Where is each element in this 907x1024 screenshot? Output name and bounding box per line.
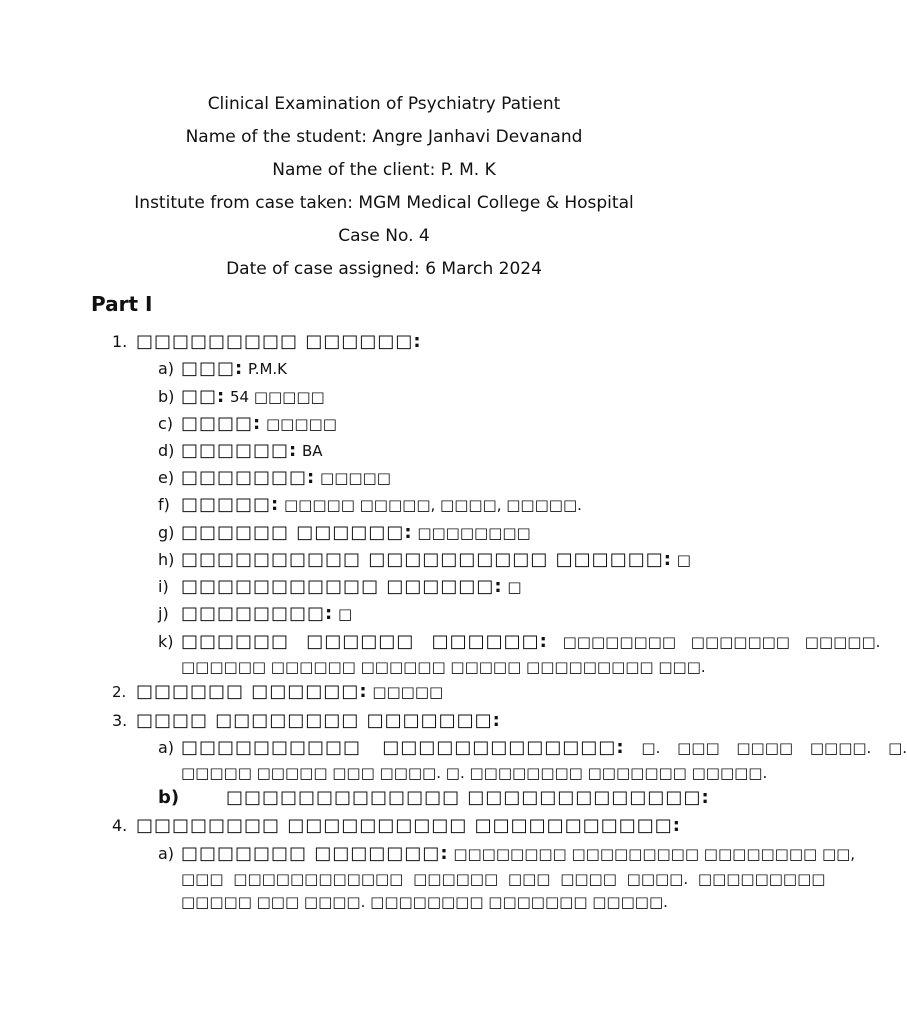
section-2-heading xyxy=(112,681,443,703)
section-4a-continuation-1: □□□ □□□□□□□□□□□□ □□□□□□ □□□ □□□□ □□□□. □□□□□□□□□ xyxy=(181,870,826,888)
item-value: □□□□□□□□ xyxy=(412,524,531,542)
case-number: Case No. 4 xyxy=(338,226,430,246)
section-1-item xyxy=(158,603,352,625)
item-marker: b) xyxy=(158,387,175,406)
item-marker: j) xyxy=(158,604,169,623)
item-value: BA xyxy=(297,442,323,460)
section-1-heading xyxy=(112,331,422,353)
section-number: 3. xyxy=(112,711,128,730)
item-value: 54 □□□□□ xyxy=(225,388,325,406)
item-label: □□: xyxy=(181,386,226,407)
section-1-item xyxy=(158,576,522,598)
section-1-item xyxy=(158,440,323,462)
item-value: □□□□□ xyxy=(315,469,391,487)
item-marker: g) xyxy=(158,523,175,542)
section-title: □□□□□□□□ □□□□□□□□□□ □□□□□□□□□□□: xyxy=(136,815,681,836)
section-3b-item xyxy=(158,787,710,809)
section-title: □□□□ □□□□□□□□ □□□□□□□: xyxy=(136,710,501,731)
item-marker: b) xyxy=(158,787,180,808)
item-label: □□□□□□□: xyxy=(181,467,316,488)
item-label: □□□□□□□□□□ □□□□□□□□□□□□□: xyxy=(181,737,625,758)
item-continuation: □□□□□□ □□□□□□ □□□□□□ □□□□□ □□□□□□□□□ □□□. xyxy=(181,658,706,676)
item-marker: c) xyxy=(158,414,174,433)
section-4a-item xyxy=(158,843,855,865)
item-label: □□□□□□ □□□□□□ □□□□□□: xyxy=(181,631,548,652)
part-heading: Part I xyxy=(91,292,153,316)
item-value: □. □□□ □□□□ □□□□. □. xyxy=(624,739,907,757)
section-3-heading xyxy=(112,710,501,732)
institute: Institute from case taken: MGM Medical College & Hospital xyxy=(134,193,634,213)
section-3a-item xyxy=(158,737,907,759)
document-title: Clinical Examination of Psychiatry Patient xyxy=(207,94,561,114)
section-number: 2. xyxy=(112,683,127,701)
item-value: □ xyxy=(502,578,522,596)
section-1-item xyxy=(158,467,391,489)
item-value: □□□□□ xyxy=(261,415,337,433)
section-value: □□□□□ xyxy=(367,683,444,701)
item-value: P.M.K xyxy=(243,360,288,378)
section-4-heading xyxy=(112,815,681,837)
section-1-item xyxy=(158,413,337,435)
item-label: □□□□: xyxy=(181,413,262,434)
item-marker: a) xyxy=(158,359,175,378)
section-1-item xyxy=(158,522,531,544)
section-number: 4. xyxy=(112,816,128,835)
item-value: □□□□□□□□ □□□□□□□ □□□□□. xyxy=(547,633,881,651)
section-1-item xyxy=(158,358,287,380)
section-1-item xyxy=(158,494,582,516)
item-marker: a) xyxy=(158,738,175,757)
item-value: □□□□□ □□□□□, □□□□, □□□□□. xyxy=(279,496,582,514)
student-name: Name of the student: Angre Janhavi Devanand xyxy=(185,127,583,147)
item-value: □□□□□□□□ □□□□□□□□□ □□□□□□□□ □□, xyxy=(448,845,856,863)
item-marker: e) xyxy=(158,468,175,487)
item-label: □□□□□□: xyxy=(181,440,298,461)
section-4a-continuation-2: □□□□□ □□□ □□□□. □□□□□□□□ □□□□□□□ □□□□□. xyxy=(181,893,668,911)
section-title: □□□□□□□□□ □□□□□□: xyxy=(136,331,422,352)
item-marker: d) xyxy=(158,441,175,460)
item-label: □□□□□□□□□□ □□□□□□□□□□ □□□□□□: xyxy=(181,549,672,570)
section-number: 1. xyxy=(112,332,128,351)
item-label: □□□□□□□□□□□□□ □□□□□□□□□□□□□: xyxy=(226,787,710,808)
section-1-item xyxy=(158,631,880,653)
item-label: □□□□□□ □□□□□□: xyxy=(181,522,413,543)
section-3a-continuation: □□□□□ □□□□□ □□□ □□□□. □. □□□□□□□□ □□□□□□□ □□□□□. xyxy=(181,764,768,782)
section-1-item xyxy=(158,549,691,571)
item-marker: a) xyxy=(158,844,175,863)
item-marker: h) xyxy=(158,550,175,569)
item-label: □□□□□□□□□□□ □□□□□□: xyxy=(181,576,503,597)
item-label: □□□□□□□□: xyxy=(181,603,334,624)
item-value: □ xyxy=(671,551,691,569)
item-marker: f) xyxy=(158,495,170,514)
client-name: Name of the client: P. M. K xyxy=(272,160,496,180)
item-marker: i) xyxy=(158,577,169,596)
item-label: □□□□□□□ □□□□□□□: xyxy=(181,843,449,864)
item-label: □□□: xyxy=(181,358,244,379)
case-date: Date of case assigned: 6 March 2024 xyxy=(226,259,542,279)
item-value: □ xyxy=(333,605,353,623)
section-1-item xyxy=(158,386,325,408)
section-title: □□□□□□ □□□□□□: xyxy=(136,681,368,702)
item-marker: k) xyxy=(158,632,174,651)
item-label: □□□□□: xyxy=(181,494,280,515)
